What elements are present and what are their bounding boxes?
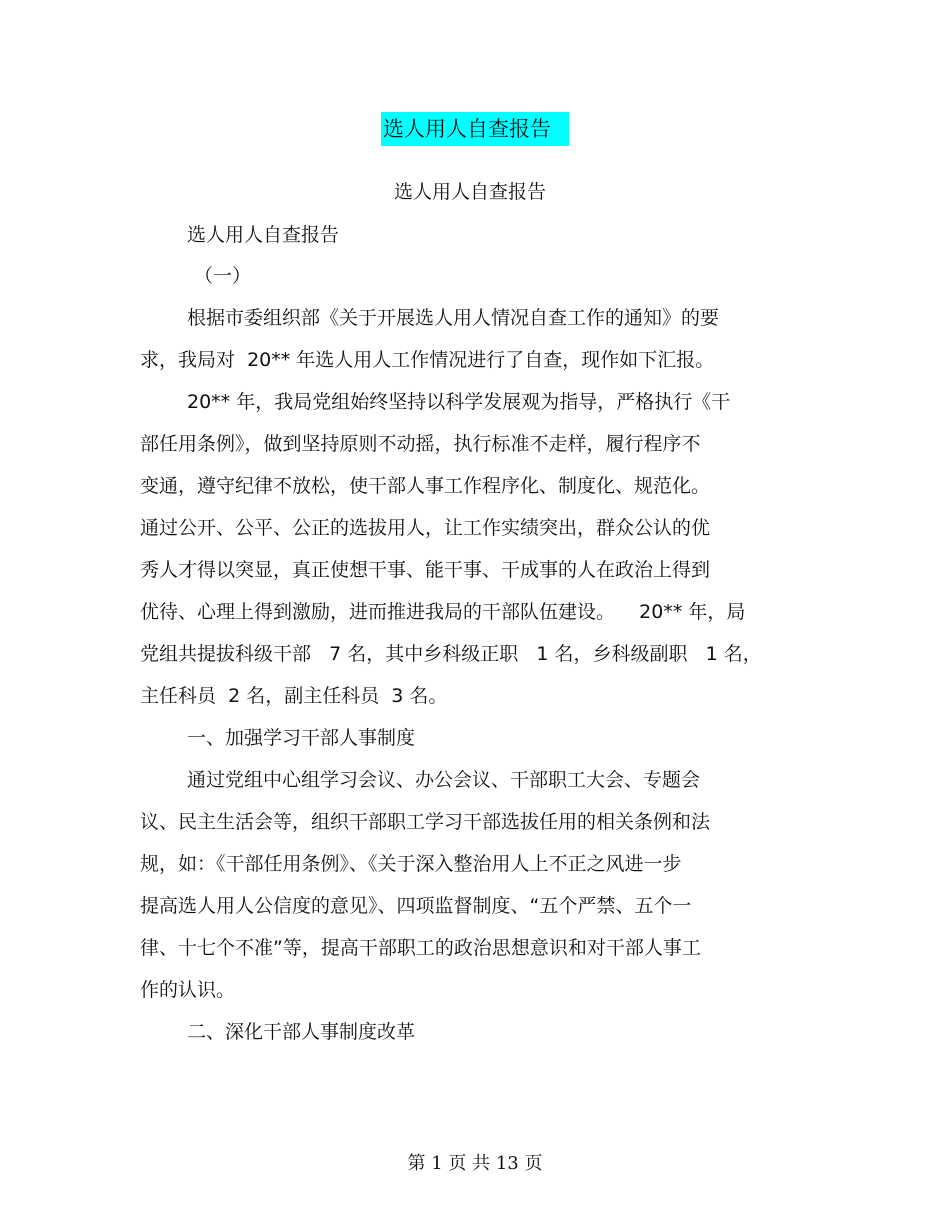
body-line: 议、民主生活会等，组织干部职工学习干部选拔任用的相关条例和法 xyxy=(140,811,711,833)
title-highlight-bar xyxy=(0,112,950,146)
body-line: 规，如：《干部任用条例》、《关于深入整治用人上不正之风进一步 xyxy=(140,853,682,875)
body-line: 选人用人自查报告 xyxy=(187,224,340,246)
body-line: 律、十七个不准”等，提高干部职工的政治思想意识和对干部人事工 xyxy=(140,937,701,959)
section-heading: 二、深化干部人事制度改革 xyxy=(187,1021,416,1043)
section-heading: 一、加强学习干部人事制度 xyxy=(187,727,416,749)
body-line: 党组共提拔科级干部 7 名，其中乡科级正职 1 名，乡科级副职 1 名， xyxy=(140,643,762,665)
body-line: 通过党组中心组学习会议、办公会议、干部职工大会、专题会 xyxy=(187,769,701,791)
page-number-footer: 第 1 页 共 13 页 xyxy=(407,1153,543,1174)
body-line: 主任科员 2 名，副主任科员 3 名。 xyxy=(140,685,448,707)
body-line: 提高选人用人公信度的意见》、四项监督制度、“五个严禁、五个一 xyxy=(140,895,692,917)
body-line: 通过公开、公平、公正的选拔用人，让工作实绩突出，群众公认的优 xyxy=(140,517,711,539)
body-line: 变通，遵守纪律不放松，使干部人事工作程序化、制度化、规范化。 xyxy=(140,475,711,497)
document-subtitle: 选人用人自查报告 xyxy=(393,181,546,203)
body-line: 作的认识。 xyxy=(140,979,236,1001)
body-line: 求，我局对 20** 年选人用人工作情况进行了自查，现作如下汇报。 xyxy=(140,349,715,371)
body-line: （一） xyxy=(194,265,252,287)
body-line: 20** 年，我局党组始终坚持以科学发展观为指导，严格执行《干 xyxy=(187,391,731,413)
body-line: 部任用条例》，做到坚持原则不动摇，执行标准不走样，履行程序不 xyxy=(140,433,701,455)
body-line: 优待、心理上得到激励，进而推进我局的干部队伍建设。 20** 年，局 xyxy=(140,601,746,623)
body-line: 根据市委组织部《关于开展选人用人情况自查工作的通知》的要 xyxy=(187,307,720,329)
body-line: 秀人才得以突显，真正使想干事、能干事、干成事的人在政治上得到 xyxy=(140,559,711,581)
document-title: 选人用人自查报告 xyxy=(381,112,569,146)
